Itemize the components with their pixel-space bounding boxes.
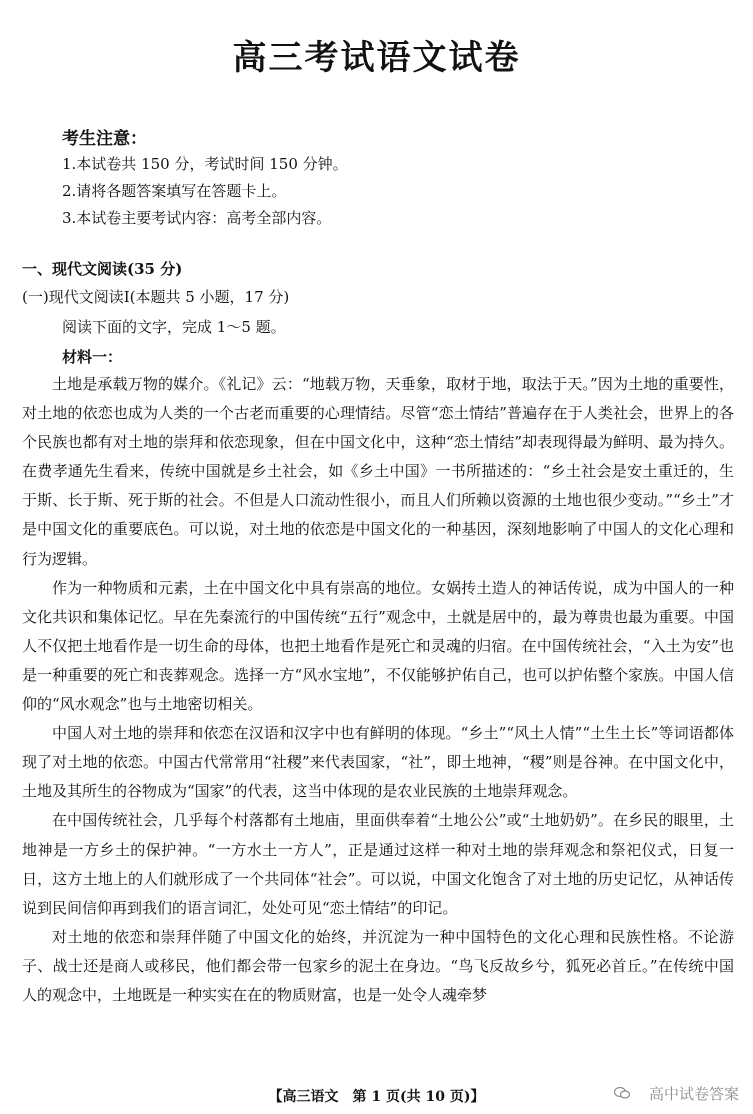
reading-passage (22, 370, 734, 1010)
section-heading: 一、现代文阅读(35 分) (22, 260, 183, 278)
paragraph: 中国人对土地的崇拜和依恋在汉语和汉字中也有鲜明的体现。“乡土”“风土人情”“土生土长”等词语都体现了对土地的依恋。中国古代常常用“社稷”来代表国家，“社”，即土地神，“稷”则是谷神。在中国文化中，土地及其所生的谷物成为“国家”的代表，这当中体现的是农业民族的土地崇拜观念。 (22, 724, 734, 801)
reading-instruction: 阅读下面的文字，完成 1～5 题。 (62, 318, 286, 336)
notice-heading: 考生注意： (62, 129, 147, 149)
subsection-heading: (一)现代文阅读Ⅰ(本题共 5 小题，17 分) (22, 288, 290, 306)
paragraph: 在中国传统社会，几乎每个村落都有土地庙，里面供奉着“土地公公”或“土地奶奶”。在乡民的眼里，土地神是一方乡土的保护神。“一方水土一方人”，正是通过这样一种对土地的崇拜观念和祭祀仪式，日复一日，这方土地上的人们就形成了一个共同体“社会”。可以说，中国文化饱含了对土地的历史记忆，从神话传说到民间信仰再到我们的语言词汇，处处可见“恋土情结”的印记。 (22, 811, 734, 917)
page-footer: 【高三语文 第 1 页(共 10 页)】 (268, 1089, 485, 1105)
paragraph: 土地是承载万物的媒介。《礼记》云：“地载万物，天垂象，取材于地，取法于天。”因为土地的重要性，对土地的依恋也成为人类的一个古老而重要的心理情结。尽管“恋土情结”普遍存在于人类社会，世界上的各个民族也都有对土地的崇拜和依恋现象，但在中国文化中，这种“恋土情结”却表现得最为鲜明、最为持久。在费孝通先生看来，传统中国就是乡土社会，如《乡土中国》一书所描述的：“乡土社会是安土重迁的，生于斯、长于斯、死于斯的社会。不但是人口流动性很小，而且人们所赖以资源的土地也很少变动。”“乡土”才是中国文化的重要底色。可以说，对土地的依恋是中国文化的一种基因，深刻地影响了中国人的文化心理和行为逻辑。 (22, 375, 734, 568)
paragraph: 作为一种物质和元素，土在中国文化中具有崇高的地位。女娲抟土造人的神话传说，成为中国人的一种文化共识和集体记忆。早在先秦流行的中国传统“五行”观念中，土就是居中的，最为尊贵也最为重要。中国人不仅把土地看作是一切生命的母体，也把土地看作是死亡和灵魂的归宿。在中国传统社会，“入土为安”也是一种重要的死亡和丧葬观念。选择一方“风水宝地”，不仅能够护佑自己，也可以护佑整个家族。中国人信仰的“风水观念”也与土地密切相关。 (22, 578, 734, 714)
notice-item: 2.请将各题答案填写在答题卡上。 (62, 182, 287, 200)
watermark-text: 高中试卷答案 (648, 1085, 739, 1103)
notice-item: 3.本试卷主要考试内容：高考全部内容。 (62, 209, 332, 227)
wechat-icon (614, 1086, 630, 1100)
paragraph: 对土地的依恋和崇拜伴随了中国文化的始终，并沉淀为一种中国特色的文化心理和民族性格。不论游子、战士还是商人或移民，他们都会带一包家乡的泥土在身边。“鸟飞反故乡兮，狐死必首丘。”在传统中国人的观念中，土地既是一种实实在在的物质财富，也是一处令人魂牵梦 (22, 927, 734, 1004)
page-title: 高三考试语文试卷 (232, 38, 521, 78)
notice-item: 1.本试卷共 150 分，考试时间 150 分钟。 (62, 155, 348, 173)
material-label: 材料一： (62, 348, 123, 366)
